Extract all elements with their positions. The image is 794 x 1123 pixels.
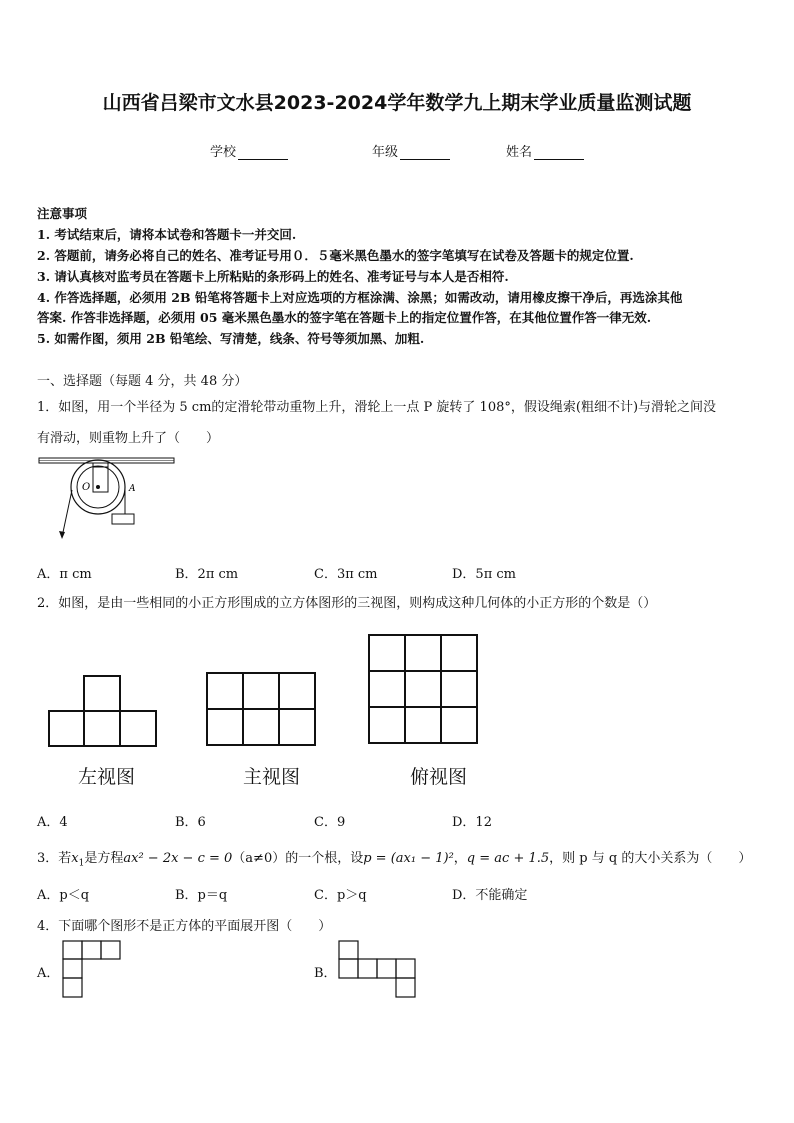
name-label: 姓名 [506,145,533,160]
q3-x1-subscript: 1 [78,858,85,869]
rope-arrow [59,531,65,539]
q1-text-line2: 有滑动，则重物上升了（ ） [37,431,220,446]
notes-heading: 注意事项 [37,206,88,221]
q4-option-a[interactable]: A． [37,966,60,981]
q3-x1: x [71,851,79,866]
q3-option-d[interactable]: D．不能确定 [452,888,528,903]
q4-text: 4．下面哪个图形不是正方体的平面展开图（ ） [37,919,332,934]
note-item: 2. 答题前，请务必将自己的姓名、准考证号用０．５毫米黑色墨水的签字笔填写在试卷及答题卡的规定位置. [37,248,634,263]
q3-option-b[interactable]: B．p＝q [175,888,228,903]
q1-text-line1: 1．如图，用一个半径为 5 cm的定滑轮带动重物上升，滑轮上一点 P 旋转了 108°，假设绳索(粗细不计)与滑轮之间没 [37,400,717,415]
label-o: O [82,482,91,493]
q4-option-b[interactable]: B． [314,966,337,981]
pulley-center [96,485,100,489]
q2-option-a[interactable]: A．4 [37,815,68,830]
left-view-figure [48,675,160,747]
pulley-bracket [93,467,108,492]
q3-condition: （a≠0）的一个根，设 [232,851,364,866]
note-item: 4. 作答选择题，必须用 2B 铅笔将答题卡上对应选项的方框涂满、涂黑；如需改动，请用橡皮擦干净后，再选涂其他 [37,290,683,305]
weight-block [112,514,134,524]
q2-option-c[interactable]: C．9 [314,815,346,830]
label-a: A [129,484,136,494]
grade-blank[interactable] [400,147,450,160]
top-view-caption: 俯视图 [410,766,468,788]
school-label: 学校 [210,145,237,160]
name-field [506,141,584,160]
q1-option-b[interactable]: B．2π cm [175,567,239,582]
rope-left [62,490,72,537]
q3-equation: ax² − 2x − c = 0 [123,851,233,866]
q1-option-c[interactable]: C．3π cm [314,567,378,582]
front-view-caption: 主视图 [243,766,301,788]
q3-comma: ， [453,851,467,866]
left-view-caption: 左视图 [78,766,136,788]
q3-prefix: 3．若 [37,851,72,866]
note-item: 5. 如需作图，须用 2B 铅笔绘、写清楚，线条、符号等须加黑、加粗. [37,331,425,346]
q2-option-b[interactable]: B．6 [175,815,206,830]
grade-label: 年级 [372,145,399,160]
q3-q-expression: q = ac + 1.5 [466,851,550,866]
q3-tail: ，则 p 与 q 的大小关系为（ ） [549,851,752,866]
q3-p-expression: p = (ax₁ − 1)² [363,851,454,866]
name-blank[interactable] [534,147,584,160]
top-view-figure [368,634,480,746]
q3-mid: 是方程 [84,851,124,866]
q3-option-c[interactable]: C．p＞q [314,888,367,903]
school-blank[interactable] [238,147,288,160]
front-view-figure [206,672,318,747]
q3-text [37,847,751,869]
q2-option-d[interactable]: D．12 [452,815,492,830]
q3-option-a[interactable]: A．p＜q [37,888,90,903]
page-title: 山西省吕梁市文水县2023-2024学年数学九上期末学业质量监测试题 [102,92,692,114]
q1-option-d[interactable]: D．5π cm [452,567,516,582]
q1-option-a[interactable]: A．π cm [37,567,92,582]
q4-net-a [62,940,122,1000]
note-item: 答案. 作答非选择题，必须用 05 毫米黑色墨水的签字笔在答题卡上的指定位置作答，在其他位置作答一律无效. [37,310,652,325]
section-heading: 一、选择题（每题 4 分，共 48 分） [37,374,248,389]
school-field [210,141,288,160]
grade-field [372,141,450,160]
pulley-figure [36,455,186,565]
q2-text: 2．如图，是由一些相同的小正方形围成的立方体图形的三视图，则构成这种几何体的小正方形的个数是（） [37,596,657,611]
q4-net-b [338,940,418,1000]
note-item: 3. 请认真核对监考员在答题卡上所粘贴的条形码上的姓名、准考证号与本人是否相符. [37,269,509,284]
note-item: 1. 考试结束后，请将本试卷和答题卡一并交回. [37,227,297,242]
